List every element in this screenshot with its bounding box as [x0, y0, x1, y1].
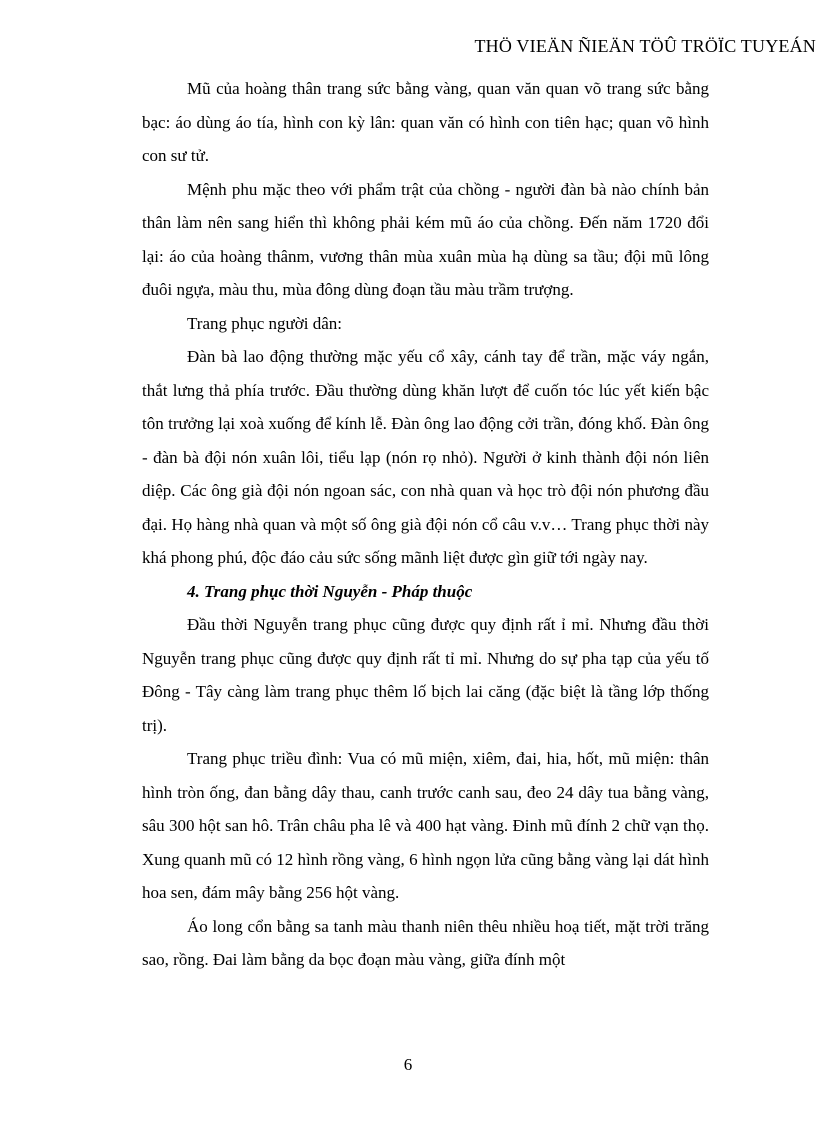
- paragraph-commoner-dress: Đàn bà lao động thường mặc yếu cổ xây, cánh tay để trần, mặc váy ngắn, thắt lưng thả phía trước. Đầu thường dùng khăn lượt để cuốn tóc lúc yết kiến bậc tôn trưởng lại xoà xuống để kính lễ. Đàn ông lao động cởi trần, đóng khố. Đàn ông - đàn bà đội nón xuân lôi, tiểu lạp (nón rọ nhỏ). Người ở kinh thành đội nón liên diệp. Các ông già đội nón ngoan sác, con nhà quan và học trò đội nón phương đầu đại. Họ hàng nhà quan và một số ông già đội nón cổ câu v.v… Trang phục thời này khá phong phú, độc đáo cảu sức sống mãnh liệt được gìn giữ tới ngày nay.: [142, 347, 709, 567]
- page-number: 6: [403, 1055, 413, 1074]
- page-header: THÖ VIEÄN ÑIEÄN TÖÛ TRÖÏC TUYEÁN: [474, 36, 816, 56]
- paragraph-noble-wives: Mệnh phu mặc theo với phẩm trật của chồng - người đàn bà nào chính bản thân làm nên sang hiển thì không phải kém mũ áo của chồng. Đến năm 1720 đổi lại: áo của hoàng thânm, vương thân mùa xuân mùa hạ dùng sa tầu; đội mũ lông đuôi ngựa, màu thu, mùa đông dùng đoạn tầu màu trầm trượng.: [142, 179, 709, 299]
- document-body: [142, 72, 709, 977]
- paragraph-royal-robe: Áo long cổn bằng sa tanh màu thanh niên thêu nhiều hoạ tiết, mặt trời trăng sao, rồng. Đai làm bằng da bọc đoạn màu vàng, giữa đính một: [142, 916, 709, 969]
- section-heading: 4. Trang phục thời Nguyễn - Pháp thuộc: [187, 581, 473, 601]
- paragraph-commoner-heading: Trang phục người dân:: [187, 313, 342, 333]
- paragraph-court-dress: Trang phục triều đình: Vua có mũ miện, xiêm, đai, hia, hốt, mũ miện: thân hình tròn ống, đan bằng dây thau, canh trước canh sau, đeo 24 dây tua bằng vàng, sâu 300 hột san hô. Trân châu pha lê và 400 hạt vàng. Đinh mũ đính 2 chữ vạn thọ. Xung quanh mũ có 12 hình rồng vàng, 6 hình ngọn lửa cũng bằng vàng lại dát hình hoa sen, đám mây bằng 256 hột vàng.: [142, 749, 709, 902]
- paragraph-nguyen-intro: Đầu thời Nguyễn trang phục cũng được quy định rất ỉ mỉ. Nhưng đầu thời Nguyễn trang phục cũng được quy định rất tỉ mỉ. Nhưng do sự pha tạp của yếu tố Đông - Tây càng làm trang phục thêm lố bịch lai căng (đặc biệt là tầng lớp thống trị).: [142, 615, 709, 735]
- paragraph-royal-hats: Mũ của hoàng thân trang sức bằng vàng, quan văn quan võ trang sức bằng bạc: áo dùng áo tía, hình con kỳ lân: quan văn có hình con tiên hạc; quan võ hình con sư tử.: [142, 79, 709, 165]
